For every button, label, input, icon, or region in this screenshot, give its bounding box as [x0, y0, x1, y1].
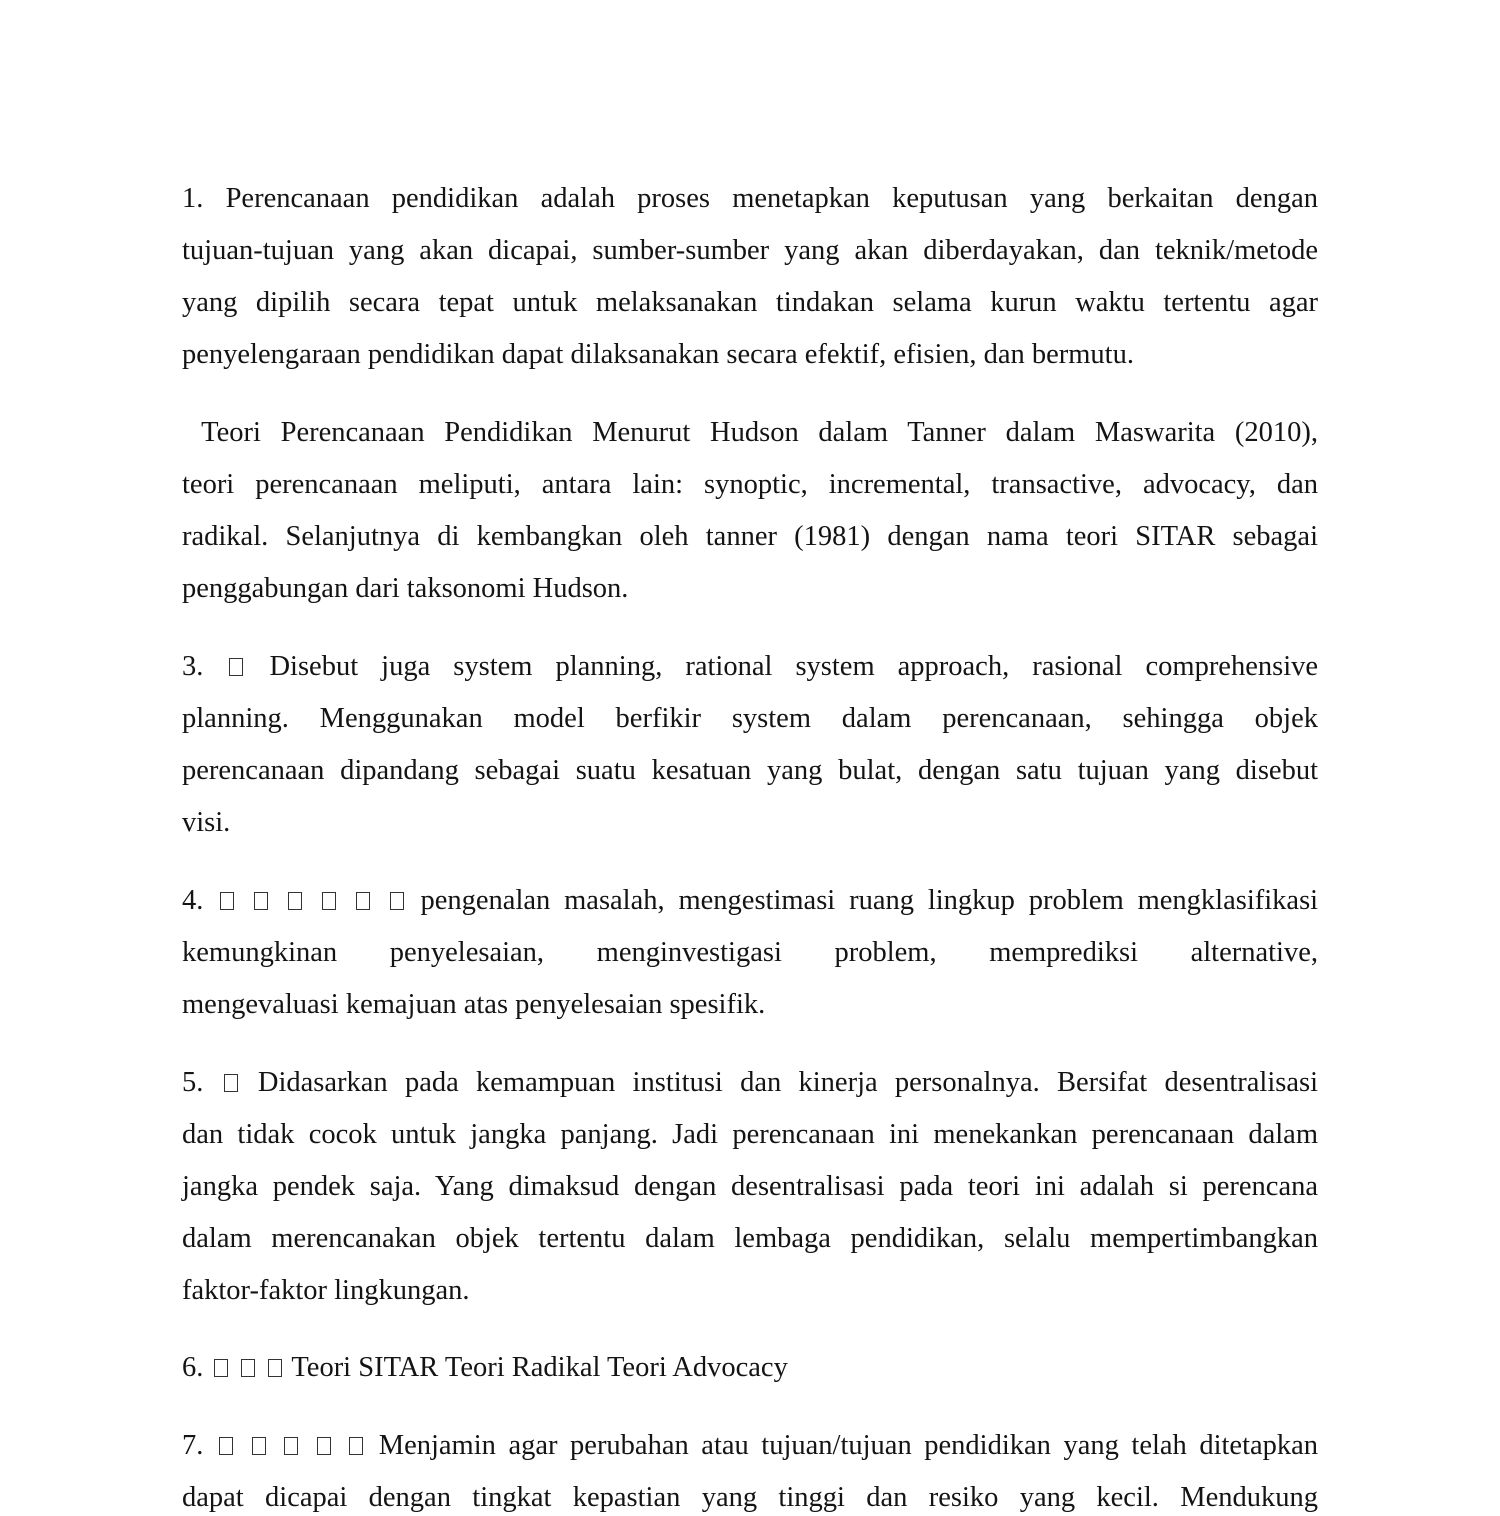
missing-glyph-icon — [356, 892, 370, 910]
missing-glyph-icon — [268, 1359, 282, 1377]
text-line — [182, 883, 1318, 919]
text-line: 1. Perencanaan pendidikan adalah proses menetapkan keputusan yang berkaitan dengan — [182, 183, 1318, 214]
text-line: jangka pendek saja. Yang dimaksud dengan desentralisasi pada teori ini adalah si perencana — [182, 1171, 1318, 1202]
text-line: planning. Menggunakan model berfikir system dalam perencanaan, sehingga objek — [182, 703, 1318, 734]
text-line — [182, 649, 1318, 685]
list-number: 7. — [182, 1430, 204, 1461]
missing-glyph-icon — [288, 892, 302, 910]
line-text: Didasarkan pada kemampuan institusi dan kinerja personalnya. Bersifat desentralisasi — [257, 1067, 1318, 1098]
list-number: 6. — [182, 1352, 204, 1383]
text-line: dalam merencanakan objek tertentu dalam lembaga pendidikan, selalu mempertimbangkan — [182, 1223, 1318, 1254]
missing-glyph-icon — [317, 1437, 331, 1455]
text-line: tujuan-tujuan yang akan dicapai, sumber-sumber yang akan diberdayakan, dan teknik/metode — [182, 235, 1318, 266]
missing-glyph-icon — [322, 892, 336, 910]
missing-glyph-icon — [241, 1359, 255, 1377]
text-line: yang dipilih secara tepat untuk melaksanakan tindakan selama kurun waktu tertentu agar — [182, 287, 1318, 318]
text-line — [182, 1065, 1318, 1101]
text-line: kemungkinan penyelesaian, menginvestigasi problem, memprediksi alternative, — [182, 937, 1318, 968]
text-line: dan tidak cocok untuk jangka panjang. Jadi perencanaan ini menekankan perencanaan dalam — [182, 1119, 1318, 1150]
text-line: penyelengaraan pendidikan dapat dilaksanakan secara efektif, efisien, dan bermutu. — [182, 339, 1134, 370]
line-text: pengenalan masalah, mengestimasi ruang lingkup problem mengklasifikasi — [420, 885, 1319, 916]
text-line: Teori Perencanaan Pendidikan Menurut Hudson dalam Tanner dalam Maswarita (2010), — [182, 417, 1318, 448]
line-text: Teori SITAR Teori Radikal Teori Advocacy — [291, 1352, 788, 1383]
list-number: 4. — [182, 885, 204, 916]
missing-glyph-icon — [254, 892, 268, 910]
missing-glyph-icon — [219, 1437, 233, 1455]
text-line: teori perencanaan meliputi, antara lain: synoptic, incremental, transactive, advocacy, dan — [182, 469, 1318, 500]
list-number: 3. — [182, 651, 204, 682]
text-line: visi. — [182, 807, 231, 838]
missing-glyph-icon — [224, 1074, 238, 1092]
list-number: 5. — [182, 1067, 204, 1098]
missing-glyph-icon — [252, 1437, 266, 1455]
text-line: radikal. Selanjutnya di kembangkan oleh tanner (1981) dengan nama teori SITAR sebagai — [182, 521, 1318, 552]
missing-glyph-icon — [284, 1437, 298, 1455]
line-text: Disebut juga system planning, rational system approach, rasional comprehensive — [269, 651, 1319, 682]
text-line: perencanaan dipandang sebagai suatu kesatuan yang bulat, dengan satu tujuan yang disebut — [182, 755, 1318, 786]
text-line: penggabungan dari taksonomi Hudson. — [182, 573, 629, 604]
missing-glyph-icon — [214, 1359, 228, 1377]
text-line: dapat dicapai dengan tingkat kepastian yang tinggi dan resiko yang kecil. Mendukung — [182, 1482, 1318, 1513]
missing-glyph-icon — [229, 658, 243, 676]
missing-glyph-icon — [349, 1437, 363, 1455]
text-line: faktor-faktor lingkungan. — [182, 1275, 470, 1306]
text-line — [182, 1428, 1318, 1464]
text-line — [182, 1350, 1318, 1386]
text-line: mengevaluasi kemajuan atas penyelesaian spesifik. — [182, 989, 766, 1020]
line-text: Menjamin agar perubahan atau tujuan/tujuan pendidikan yang telah ditetapkan — [378, 1430, 1319, 1461]
missing-glyph-icon — [390, 892, 404, 910]
missing-glyph-icon — [220, 892, 234, 910]
